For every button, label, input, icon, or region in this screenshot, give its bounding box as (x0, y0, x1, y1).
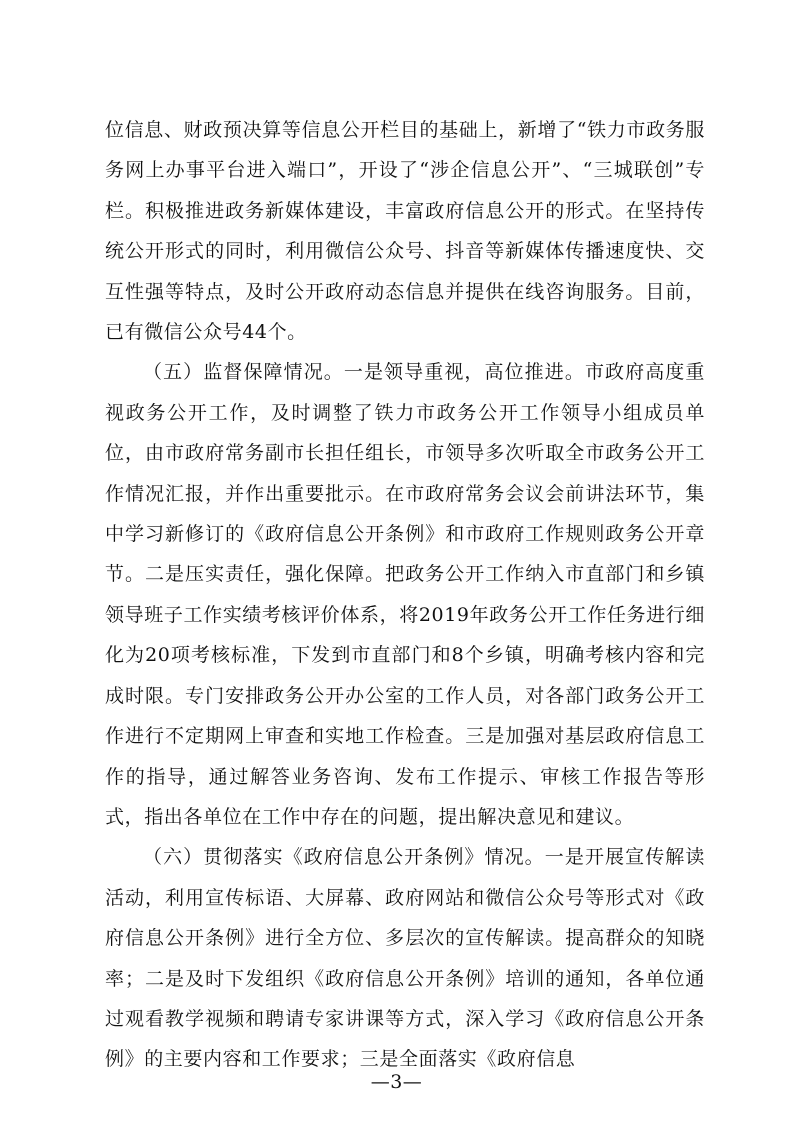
paragraph-supervision: （五）监督保障情况。一是领导重视，高位推进。市政府高度重视政务公开工作，及时调整了铁力市政务公开工作领导小组成员单位，由市政府常务副市长担任组长，市领导多次听取全市政务公开工作情况汇报，并作出重要批示。在市政府常务会议会前讲法环节，集中学习新修订的《政府信息公开条例》和市政府工作规则政务公开章节。二是压实责任，强化保障。把政务公开工作纳入市直部门和乡镇领导班子工作实绩考核评价体系，将2019年政务公开工作任务进行细化为20项考核标准，下发到市直部门和8个乡镇，明确考核内容和完成时限。专门安排政务公开办公室的工作人员，对各部门政务公开工作进行不定期网上审查和实地工作检查。三是加强对基层政府信息工作的指导，通过解答业务咨询、发布工作提示、审核工作报告等形式，指出各单位在工作中存在的问题，提出解决意见和建议。 (105, 361, 705, 828)
paragraph-continuation: 位信息、财政预决算等信息公开栏目的基础上，新增了“铁力市政务服务网上办事平台进入端口”，开设了“涉企信息公开”、“三城联创”专栏。积极推进政务新媒体建设，丰富政府信息公开的形式。在坚持传统公开形式的同时，利用微信公众号、抖音等新媒体传播速度快、交互性强等特点，及时公开政府动态信息并提供在线咨询服务。目前，已有微信公众号44个。 (105, 119, 705, 344)
paragraph-regulation: （六）贯彻落实《政府信息公开条例》情况。一是开展宣传解读活动，利用宣传标语、大屏幕、政府网站和微信公众号等形式对《政府信息公开条例》进行全方位、多层次的宣传解读。提高群众的知晓率；二是及时下发组织《政府信息公开条例》培训的通知，各单位通过观看教学视频和聘请专家讲课等方式，深入学习《政府信息公开条例》的主要内容和工作要求；三是全面落实《政府信息 (105, 846, 705, 1071)
body-text (105, 110, 705, 1080)
page-number: —3— (370, 1071, 423, 1093)
